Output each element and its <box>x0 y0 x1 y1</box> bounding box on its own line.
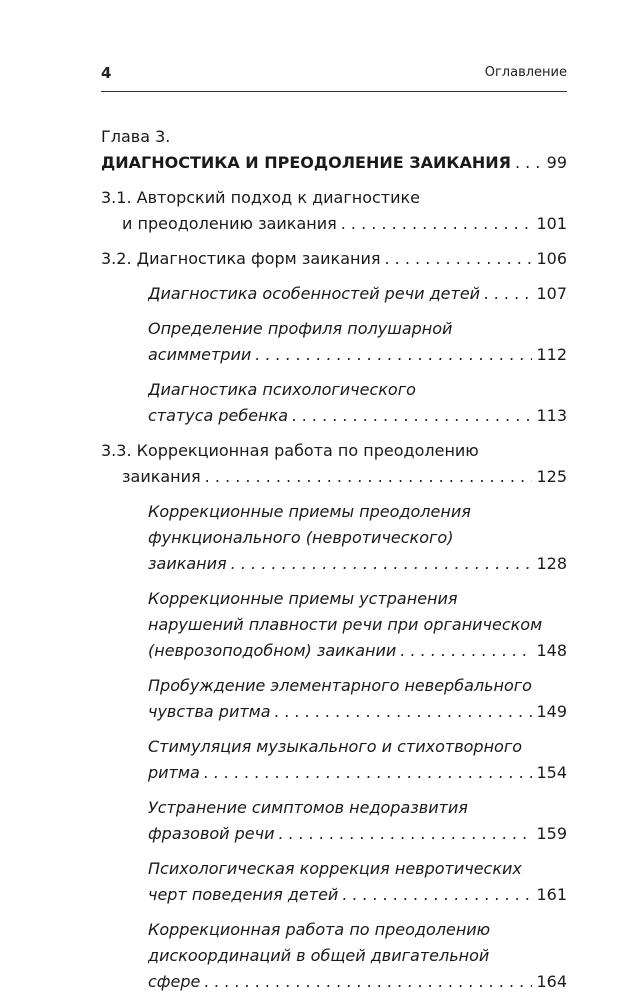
leader-dots <box>292 403 532 429</box>
leader-dots <box>204 969 532 995</box>
leader-dots <box>341 211 533 237</box>
page-ref: 149 <box>536 702 567 721</box>
entry-line: заикания <box>148 554 227 573</box>
entry-line: Коррекционная работа по преодолению <box>148 920 491 939</box>
entry-line: дискоординаций в общей двигательной <box>148 946 490 965</box>
page-ref: 164 <box>536 972 567 991</box>
entry-line: 3.2. Диагностика форм заикания <box>101 249 381 268</box>
entry-line: черт поведения детей <box>148 885 339 904</box>
page-ref: 154 <box>536 763 567 782</box>
leader-dots <box>484 281 532 307</box>
toc-entry <box>101 316 567 368</box>
toc-entry <box>101 185 567 237</box>
table-of-contents <box>101 123 567 1004</box>
page-number: 4 <box>101 64 112 82</box>
entry-line: нарушений плавности речи при органическом <box>148 615 543 634</box>
toc-entry <box>101 734 567 786</box>
toc-entry <box>101 673 567 725</box>
entry-line: Диагностика особенностей речи детей <box>148 284 481 303</box>
entry-line: функционального (невротического) <box>148 528 454 547</box>
page-header <box>101 64 567 90</box>
page-ref: 113 <box>536 406 567 425</box>
page-ref: 101 <box>536 214 567 233</box>
toc-entry <box>101 795 567 847</box>
entry-line: Коррекционные приемы преодоления <box>148 502 471 521</box>
page-ref: 148 <box>536 641 567 660</box>
entry-line: асимметрии <box>148 345 252 364</box>
entry-line: Определение профиля полушарной <box>148 319 453 338</box>
toc-entry <box>101 856 567 908</box>
header-rule <box>101 91 567 92</box>
leader-dots <box>255 342 532 368</box>
running-section-title: Оглавление <box>484 65 567 80</box>
toc-entry-chapter <box>101 150 567 176</box>
leader-dots <box>205 464 533 490</box>
leader-dots <box>385 246 533 272</box>
entry-line: и преодолению заикания <box>122 214 337 233</box>
toc-entry <box>101 586 567 664</box>
entry-line: Психологическая коррекция невротических <box>148 859 522 878</box>
leader-dots <box>279 821 533 847</box>
entry-line: Стимуляция музыкального и стихотворного <box>148 737 523 756</box>
page-ref: 159 <box>536 824 567 843</box>
entry-line: 3.3. Коррекционная работа по преодолению <box>101 441 479 460</box>
entry-line: Коррекционные приемы устранения <box>148 589 458 608</box>
entry-line: статуса ребенка <box>148 406 289 425</box>
leader-dots <box>342 882 532 908</box>
entry-line: 3.1. Авторский подход к диагностике <box>101 188 421 207</box>
chapter-title: ДИАГНОСТИКА И ПРЕОДОЛЕНИЕ ЗАИКАНИЯ <box>101 153 511 172</box>
page-ref: 107 <box>536 284 567 303</box>
toc-entry <box>101 246 567 272</box>
page-ref: 112 <box>536 345 567 364</box>
toc-entry <box>101 281 567 307</box>
entry-line: ритма <box>148 763 200 782</box>
leader-dots <box>204 760 533 786</box>
entry-line: сфере <box>148 972 201 991</box>
entry-line: Устранение симптомов недоразвития <box>148 798 468 817</box>
entry-line: заикания <box>122 467 201 486</box>
page-ref: 128 <box>536 554 567 573</box>
entry-line: чувства ритма <box>148 702 271 721</box>
chapter-label: Глава 3. <box>101 127 171 146</box>
page-ref: 99 <box>546 153 567 172</box>
toc-entry <box>101 917 567 995</box>
entry-line: (неврозоподобном) заикании <box>148 641 397 660</box>
page-ref: 106 <box>536 249 567 268</box>
leader-dots <box>275 699 533 725</box>
entry-line: Диагностика психологического <box>148 380 416 399</box>
leader-dots <box>231 551 533 577</box>
leader-dots <box>515 150 543 176</box>
entry-line: Пробуждение элементарного невербального <box>148 676 532 695</box>
leader-dots <box>400 638 532 664</box>
toc-entry <box>101 438 567 490</box>
toc-entry <box>101 377 567 429</box>
entry-line: фразовой речи <box>148 824 275 843</box>
page-ref: 125 <box>536 467 567 486</box>
page-ref: 161 <box>536 885 567 904</box>
toc-entry <box>101 499 567 577</box>
